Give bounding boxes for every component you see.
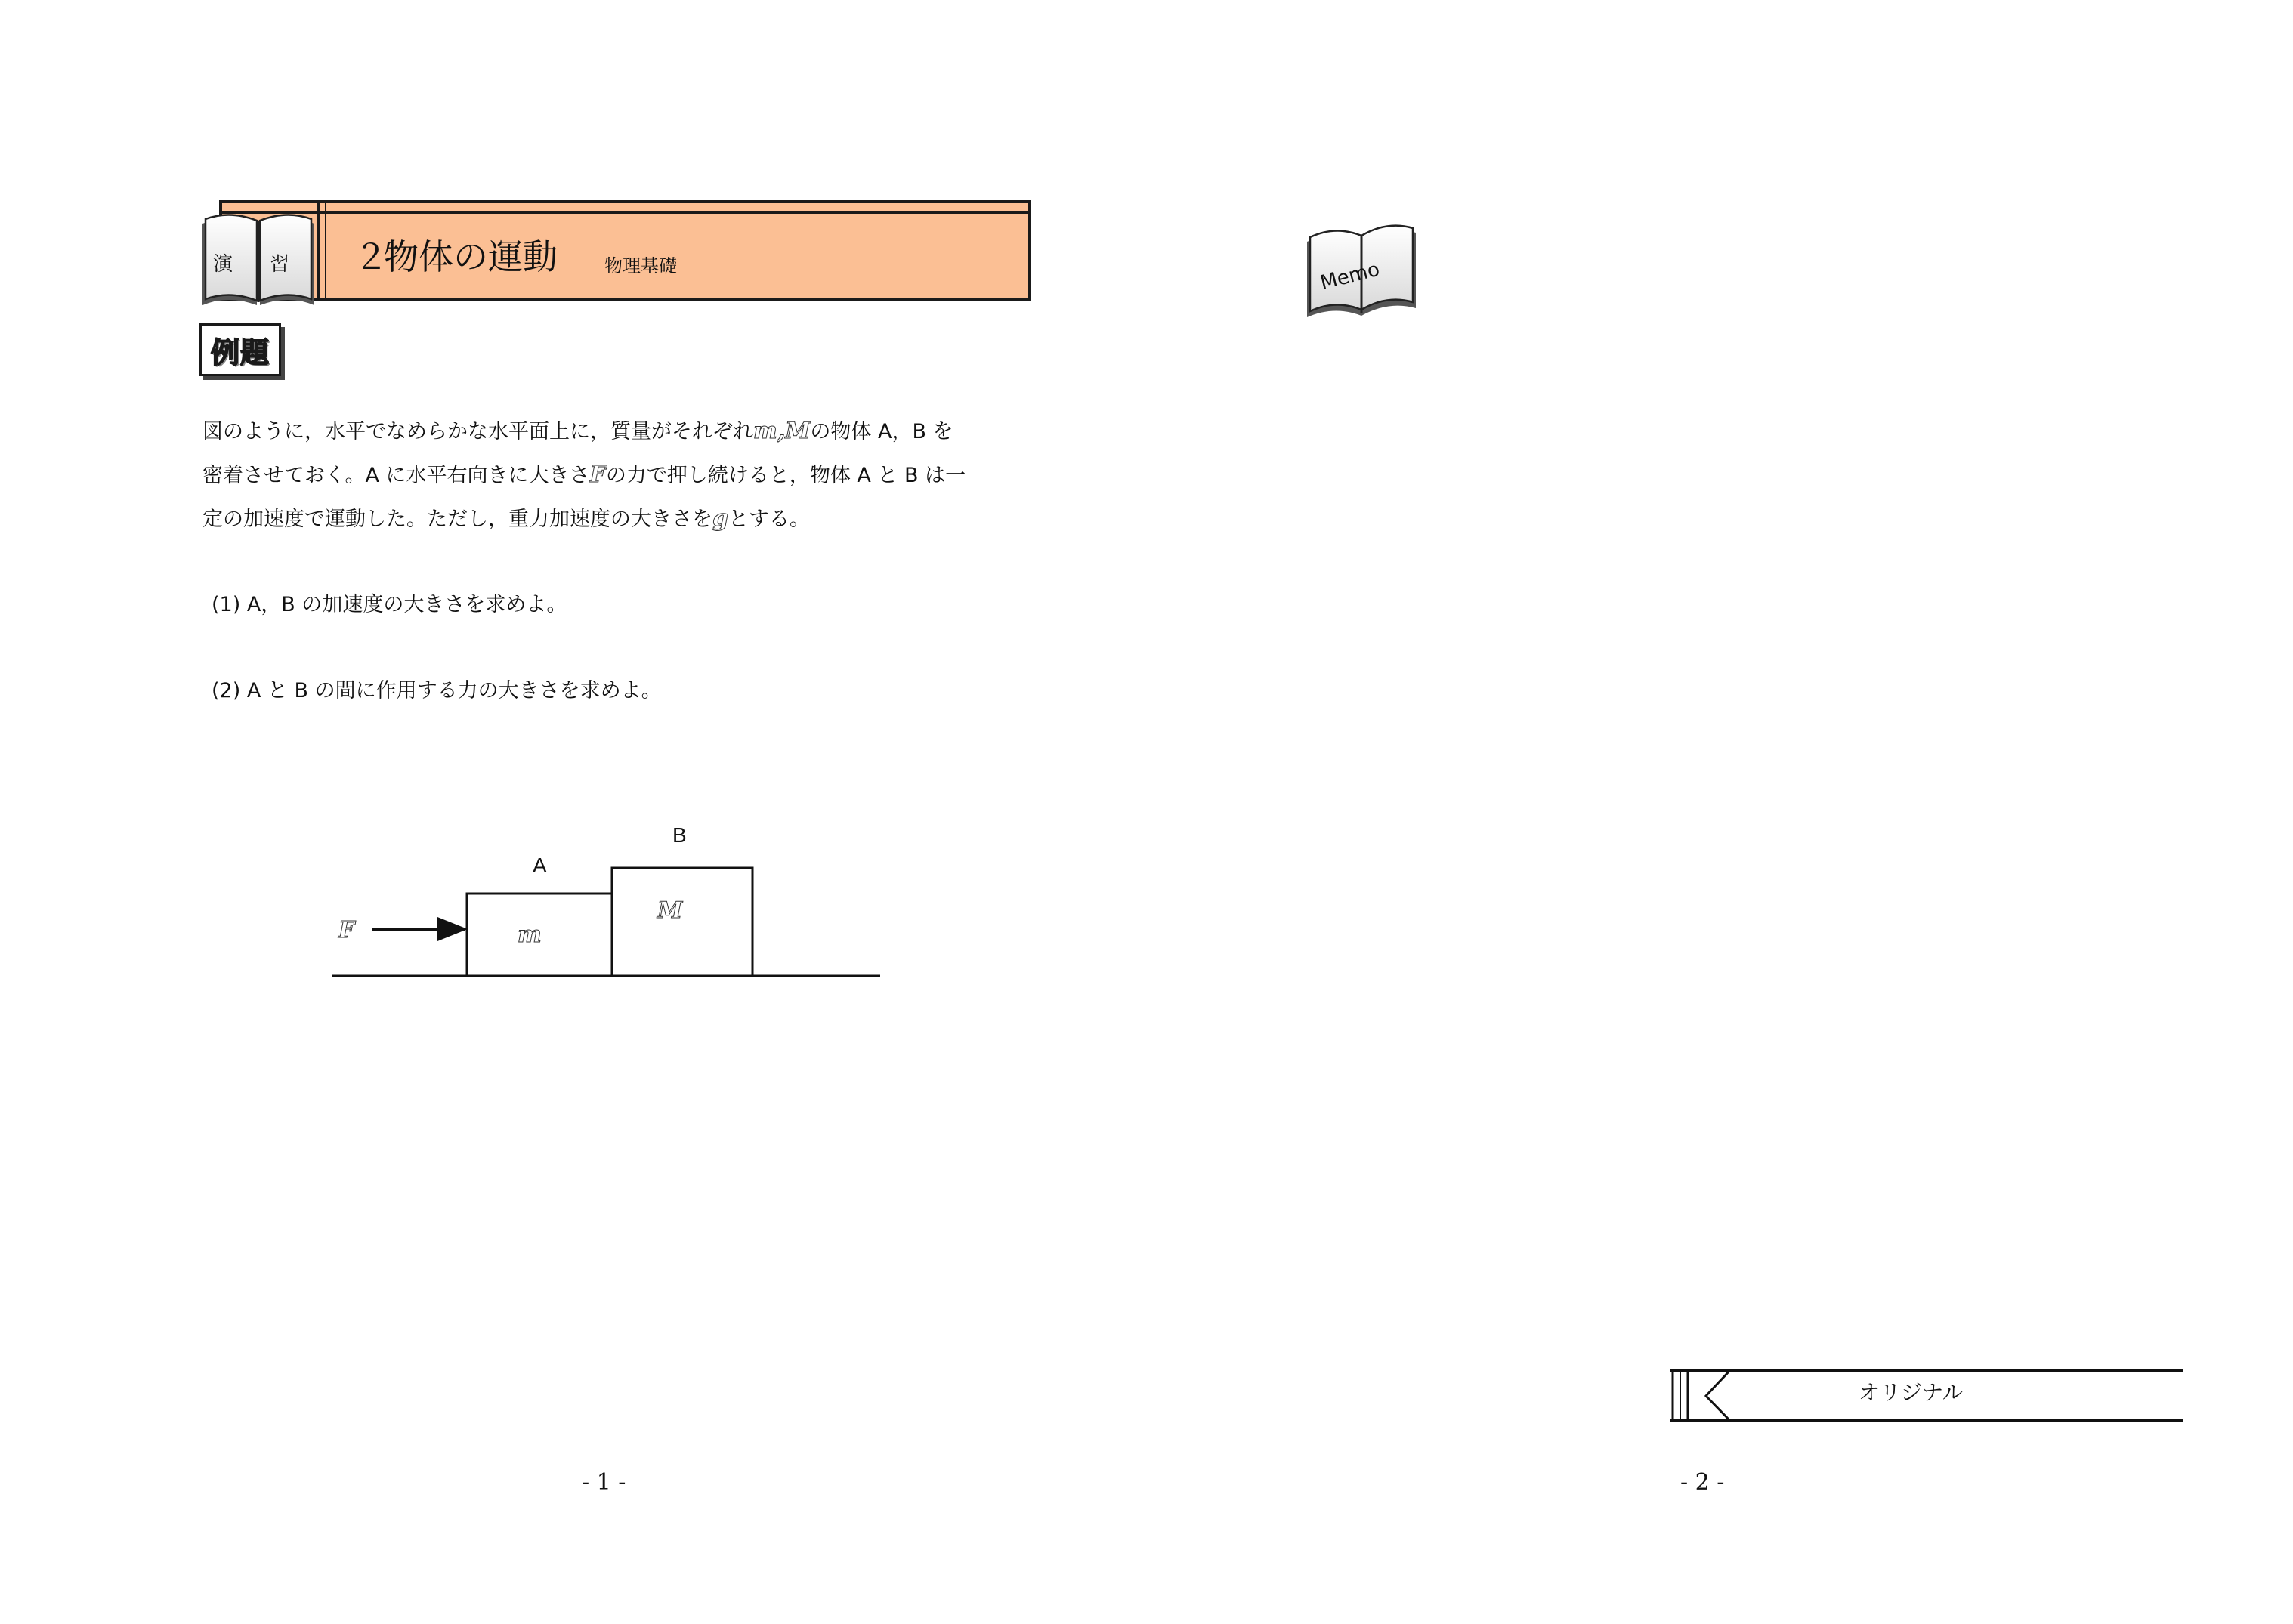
block-label-B: B: [672, 823, 687, 847]
question-2: (2) A と B の間に作用する力の大きさを求めよ。: [212, 679, 662, 702]
variable-F: F: [589, 462, 606, 488]
comma: ,: [777, 418, 786, 444]
problem-line-2: [202, 462, 966, 489]
variable-m: m: [753, 418, 777, 444]
problem-text: の物体 A，B を: [810, 420, 953, 443]
header-banner: [219, 200, 1031, 301]
variable-M: M: [785, 418, 811, 444]
problem-text: 図のように，水平でなめらかな水平面上に，質量がそれぞれ: [202, 420, 753, 443]
example-badge: [199, 323, 281, 376]
problem-text: の力で押し続けると，物体 A と B は一: [605, 464, 966, 487]
mass-label-A: m: [518, 922, 542, 948]
book-label-right: 習: [270, 253, 290, 276]
exercise-book-icon: [198, 210, 319, 316]
problem-text: 密着させておく。A に水平右向きに大きさ: [202, 464, 590, 487]
header-top-rule: [219, 211, 1031, 214]
problem-line-1: [202, 418, 953, 445]
problem-text: とする。: [728, 508, 810, 531]
question-1: (1) A，B の加速度の大きさを求めよ。: [212, 593, 567, 616]
memo-label: Memo: [1318, 258, 1383, 295]
book-label-left: 演: [213, 253, 233, 276]
header-divider-thin: [325, 200, 326, 301]
page-title: 物体の運動: [384, 236, 558, 277]
force-label: F: [338, 917, 355, 943]
problem-text: 定の加速度で運動した。ただし，重力加速度の大きさを: [202, 508, 712, 531]
example-badge-label: 例題: [210, 335, 270, 369]
page-number-left: - 1 -: [582, 1469, 626, 1496]
title-number: ２: [354, 236, 388, 277]
problem-line-3: [202, 506, 810, 533]
blocks-diagram: [332, 820, 892, 986]
page-number-right: - 2 -: [1680, 1469, 1725, 1496]
source-label: オリジナル: [1859, 1380, 1964, 1405]
block-label-A: A: [533, 854, 547, 877]
memo-book-icon: [1301, 219, 1422, 321]
variable-g: g: [712, 505, 728, 532]
mass-label-B: M: [657, 897, 683, 924]
subject-label: 物理基礎: [604, 255, 677, 276]
